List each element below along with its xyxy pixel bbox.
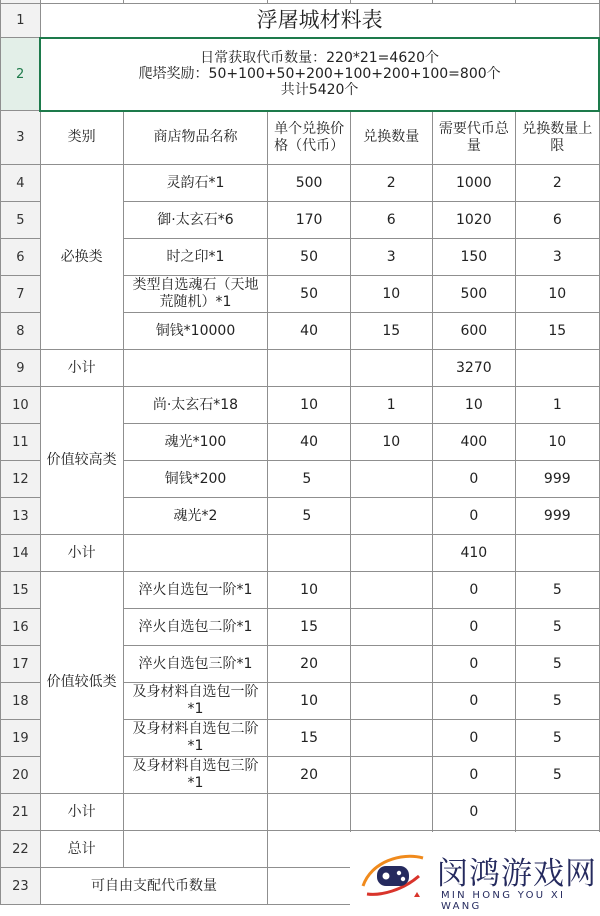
exchange-count-cell[interactable]	[350, 572, 432, 609]
row-number[interactable]: 20	[1, 757, 41, 794]
row-number[interactable]: 6	[1, 239, 41, 276]
exchange-limit-cell[interactable]: 2	[516, 165, 599, 202]
row-number[interactable]: 17	[1, 646, 41, 683]
unit-price-cell[interactable]: 5	[268, 461, 351, 498]
row-number[interactable]: 1	[1, 4, 41, 38]
subtotal-row	[1, 794, 600, 831]
header-exchange-limit[interactable]: 兑换数量上限	[516, 111, 599, 165]
row-number[interactable]: 4	[1, 165, 41, 202]
grand-sum-text: 共计5420个	[280, 82, 359, 98]
empty-cell[interactable]	[268, 350, 351, 387]
total-tokens-cell[interactable]: 0	[432, 498, 515, 535]
unit-price-cell[interactable]: 10	[268, 572, 351, 609]
header-item-name[interactable]: 商店物品名称	[123, 111, 268, 165]
watermark-title: 闵鸿游戏网	[437, 856, 597, 892]
sheet-title[interactable]: 浮屠城材料表	[40, 4, 599, 38]
row-number[interactable]: 2	[1, 38, 41, 111]
total-tokens-cell[interactable]: 0	[432, 461, 515, 498]
unit-price-cell[interactable]: 10	[268, 387, 351, 424]
total-tokens-cell[interactable]: 0	[432, 646, 515, 683]
unit-price-cell[interactable]: 50	[268, 239, 351, 276]
exchange-limit-cell[interactable]: 15	[516, 313, 599, 350]
exchange-limit-cell[interactable]: 1	[516, 387, 599, 424]
row-number[interactable]: 18	[1, 683, 41, 720]
row-number[interactable]: 22	[1, 831, 41, 868]
empty-cell[interactable]	[516, 794, 599, 831]
total-tokens-cell[interactable]: 1020	[432, 202, 515, 239]
total-tokens-cell[interactable]: 600	[432, 313, 515, 350]
watermark	[357, 846, 597, 912]
exchange-limit-cell[interactable]: 5	[516, 720, 599, 757]
item-name-cell[interactable]: 淬火自选包一阶*1	[123, 572, 268, 609]
gamepad-logo-icon	[357, 846, 429, 906]
free-tokens-label[interactable]: 可自由支配代币数量	[40, 868, 268, 905]
empty-cell[interactable]	[350, 794, 432, 831]
empty-cell[interactable]	[123, 350, 268, 387]
exchange-count-cell[interactable]	[350, 609, 432, 646]
exchange-limit-cell[interactable]: 999	[516, 461, 599, 498]
item-name-cell[interactable]: 御·太玄石*6	[123, 202, 268, 239]
exchange-limit-cell[interactable]: 10	[516, 276, 599, 313]
empty-cell[interactable]	[268, 868, 351, 905]
row-number[interactable]: 14	[1, 535, 41, 572]
item-name-cell[interactable]: 魂光*100	[123, 424, 268, 461]
exchange-limit-cell[interactable]: 5	[516, 757, 599, 794]
item-name-cell[interactable]: 时之印*1	[123, 239, 268, 276]
exchange-limit-cell[interactable]: 5	[516, 572, 599, 609]
summary-row	[1, 38, 600, 111]
subtotal-label[interactable]: 小计	[40, 350, 123, 387]
total-tokens-cell[interactable]: 500	[432, 276, 515, 313]
item-name-cell[interactable]: 类型自选魂石（天地荒随机）*1	[123, 276, 268, 313]
unit-price-cell[interactable]: 5	[268, 498, 351, 535]
subtotal-label[interactable]: 小计	[40, 535, 123, 572]
subtotal-value[interactable]: 3270	[432, 350, 515, 387]
empty-cell[interactable]	[123, 831, 268, 868]
subtotal-value[interactable]: 0	[432, 794, 515, 831]
exchange-count-cell[interactable]: 15	[350, 313, 432, 350]
exchange-count-cell[interactable]: 3	[350, 239, 432, 276]
item-name-cell[interactable]: 及身材料自选包二阶*1	[123, 720, 268, 757]
empty-cell[interactable]	[268, 831, 351, 868]
row-number[interactable]: 7	[1, 276, 41, 313]
item-name-cell[interactable]: 灵韵石*1	[123, 165, 268, 202]
summary-cell[interactable]	[40, 38, 599, 111]
exchange-count-cell[interactable]: 1	[350, 387, 432, 424]
exchange-count-cell[interactable]	[350, 757, 432, 794]
table-row	[1, 165, 600, 202]
header-exchange-count[interactable]: 兑换数量	[350, 111, 432, 165]
item-name-cell[interactable]: 魂光*2	[123, 498, 268, 535]
row-number[interactable]: 9	[1, 350, 41, 387]
unit-price-cell[interactable]: 10	[268, 683, 351, 720]
item-name-cell[interactable]: 及身材料自选包三阶*1	[123, 757, 268, 794]
daily-tokens-text: 日常获取代币数量：220*21=4620个	[200, 50, 440, 66]
row-number[interactable]: 12	[1, 461, 41, 498]
total-tokens-cell[interactable]: 0	[432, 572, 515, 609]
item-name-cell[interactable]: 铜钱*10000	[123, 313, 268, 350]
total-tokens-cell[interactable]: 0	[432, 757, 515, 794]
exchange-count-cell[interactable]	[350, 461, 432, 498]
subtotal-row	[1, 535, 600, 572]
exchange-limit-cell[interactable]: 3	[516, 239, 599, 276]
table-row	[1, 572, 600, 609]
header-total-tokens[interactable]: 需要代币总量	[432, 111, 515, 165]
row-number[interactable]: 15	[1, 572, 41, 609]
exchange-count-cell[interactable]	[350, 646, 432, 683]
row-number[interactable]: 10	[1, 387, 41, 424]
total-tokens-cell[interactable]: 0	[432, 683, 515, 720]
empty-cell[interactable]	[268, 535, 351, 572]
category-cell[interactable]: 价值较低类	[40, 572, 123, 794]
total-tokens-cell[interactable]: 150	[432, 239, 515, 276]
total-tokens-cell[interactable]: 0	[432, 720, 515, 757]
empty-cell[interactable]	[516, 535, 599, 572]
unit-price-cell[interactable]: 15	[268, 720, 351, 757]
table-row	[1, 387, 600, 424]
empty-cell[interactable]	[350, 350, 432, 387]
header-category[interactable]: 类别	[40, 111, 123, 165]
item-name-cell[interactable]: 铜钱*200	[123, 461, 268, 498]
item-name-cell[interactable]: 淬火自选包三阶*1	[123, 646, 268, 683]
category-cell[interactable]: 价值较高类	[40, 387, 123, 535]
exchange-count-cell[interactable]: 10	[350, 424, 432, 461]
header-row	[1, 111, 600, 165]
exchange-count-cell[interactable]	[350, 498, 432, 535]
row-number[interactable]: 11	[1, 424, 41, 461]
empty-cell[interactable]	[123, 535, 268, 572]
exchange-limit-cell[interactable]: 6	[516, 202, 599, 239]
total-tokens-cell[interactable]: 400	[432, 424, 515, 461]
row-number[interactable]: 23	[1, 868, 41, 905]
category-cell[interactable]: 必换类	[40, 165, 123, 350]
subtotal-value[interactable]: 410	[432, 535, 515, 572]
item-name-cell[interactable]: 尚·太玄石*18	[123, 387, 268, 424]
empty-cell[interactable]	[123, 794, 268, 831]
empty-cell[interactable]	[350, 535, 432, 572]
watermark-subtitle: MIN HONG YOU XI WANG	[441, 890, 566, 912]
unit-price-cell[interactable]: 500	[268, 165, 351, 202]
item-name-cell[interactable]: 及身材料自选包一阶*1	[123, 683, 268, 720]
unit-price-cell[interactable]: 40	[268, 313, 351, 350]
exchange-limit-cell[interactable]: 5	[516, 683, 599, 720]
row-number[interactable]: 21	[1, 794, 41, 831]
header-unit-price[interactable]: 单个兑换价格（代币）	[268, 111, 351, 165]
empty-cell[interactable]	[268, 794, 351, 831]
unit-price-cell[interactable]: 50	[268, 276, 351, 313]
total-label[interactable]: 总计	[40, 831, 123, 868]
unit-price-cell[interactable]: 15	[268, 609, 351, 646]
item-name-cell[interactable]: 淬火自选包二阶*1	[123, 609, 268, 646]
exchange-count-cell[interactable]: 10	[350, 276, 432, 313]
total-tokens-cell[interactable]: 10	[432, 387, 515, 424]
row-number[interactable]: 5	[1, 202, 41, 239]
unit-price-cell[interactable]: 20	[268, 646, 351, 683]
total-tokens-cell[interactable]: 0	[432, 609, 515, 646]
row-number[interactable]: 16	[1, 609, 41, 646]
unit-price-cell[interactable]: 20	[268, 757, 351, 794]
unit-price-cell[interactable]: 170	[268, 202, 351, 239]
row-number[interactable]: 13	[1, 498, 41, 535]
subtotal-label[interactable]: 小计	[40, 794, 123, 831]
exchange-limit-cell[interactable]: 999	[516, 498, 599, 535]
empty-cell[interactable]	[516, 350, 599, 387]
exchange-count-cell[interactable]	[350, 683, 432, 720]
title-row	[1, 4, 600, 38]
row-number[interactable]: 3	[1, 111, 41, 165]
row-number[interactable]: 8	[1, 313, 41, 350]
row-number[interactable]: 19	[1, 720, 41, 757]
exchange-limit-cell[interactable]: 5	[516, 646, 599, 683]
total-tokens-cell[interactable]: 1000	[432, 165, 515, 202]
exchange-count-cell[interactable]: 6	[350, 202, 432, 239]
exchange-count-cell[interactable]: 2	[350, 165, 432, 202]
subtotal-row	[1, 350, 600, 387]
exchange-limit-cell[interactable]: 10	[516, 424, 599, 461]
exchange-count-cell[interactable]	[350, 720, 432, 757]
tower-reward-text: 爬塔奖励：50+100+50+200+100+200+100=800个	[138, 66, 501, 82]
unit-price-cell[interactable]: 40	[268, 424, 351, 461]
exchange-limit-cell[interactable]: 5	[516, 609, 599, 646]
